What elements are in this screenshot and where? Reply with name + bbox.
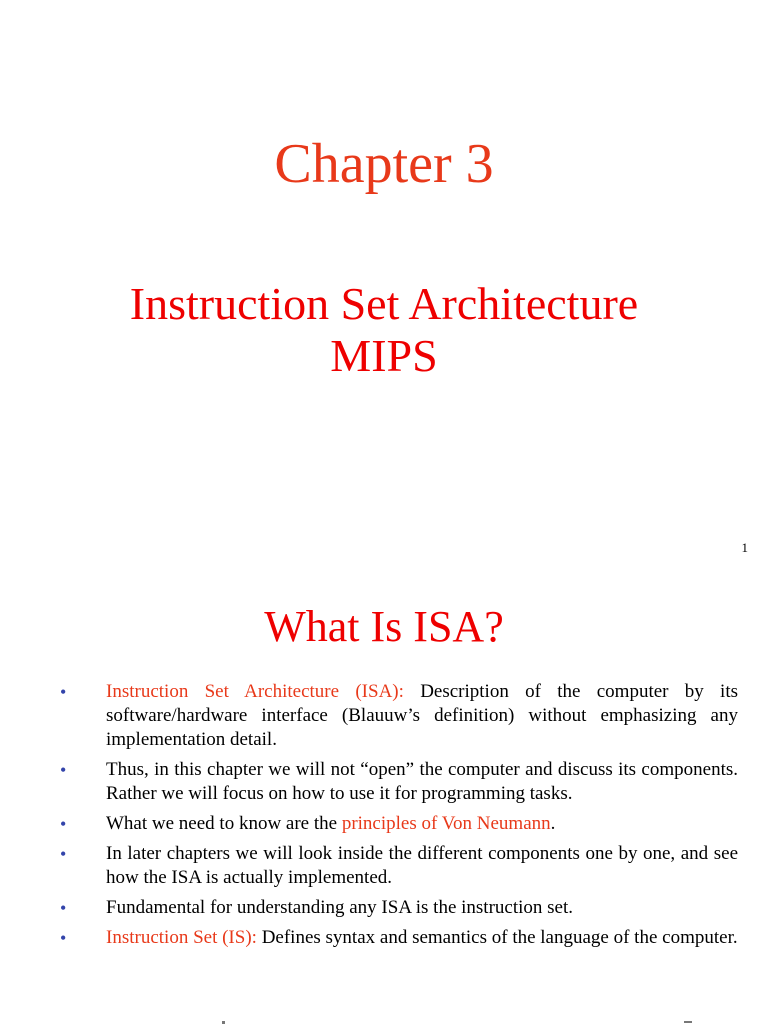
bullet-fundamental [0,896,768,920]
bullet-isa-definition [0,680,768,752]
bullet-icon: • [60,814,67,834]
bullet-icon: • [60,928,67,948]
slide-title: What Is ISA? [264,602,504,651]
bullet-icon: • [60,760,67,780]
chapter-subtitle [0,278,768,382]
slide-2 [0,570,768,1024]
bullet-icon: • [60,844,67,864]
cropped-next-line [106,1016,706,1024]
bullet-text: What we need to know are the [106,813,342,834]
bullet-text-end: . [550,813,556,834]
bullet-chapter-scope [0,758,768,806]
bullet-text: Description of the computer by its software/hardware interface (Blauuw’s definition) without emphasizing any implementation detail. [106,681,739,750]
bullet-text: Thus, in this chapter we will not “open” the computer and discuss its components. Rather we will focus on how to use it for programming tasks. [106,759,738,804]
bullet-text: In later chapters we will look inside the different components one by one, and see how the ISA is actually implemented. [106,843,738,888]
bullet-later-chapters [0,842,768,890]
chapter-title: Chapter 3 [274,133,494,195]
bullet-text: Fundamental for understanding any ISA is the instruction set. [106,897,574,918]
term-is: Instruction Set (IS): [106,927,257,948]
bullet-von-neumann [0,812,768,836]
bullet-icon: • [60,682,67,702]
term-von-neumann: principles of Von Neumann [341,813,551,834]
subtitle-line-2: MIPS [330,330,438,381]
bullet-list [0,680,768,956]
bullet-icon: • [60,898,67,918]
bullet-text: Defines syntax and semantics of the language of the computer. [256,927,738,948]
page-number: 1 [741,540,748,555]
bullet-is-definition [0,926,768,950]
subtitle-line-1: Instruction Set Architecture [129,278,639,329]
term-isa: Instruction Set Architecture (ISA): [106,681,404,702]
